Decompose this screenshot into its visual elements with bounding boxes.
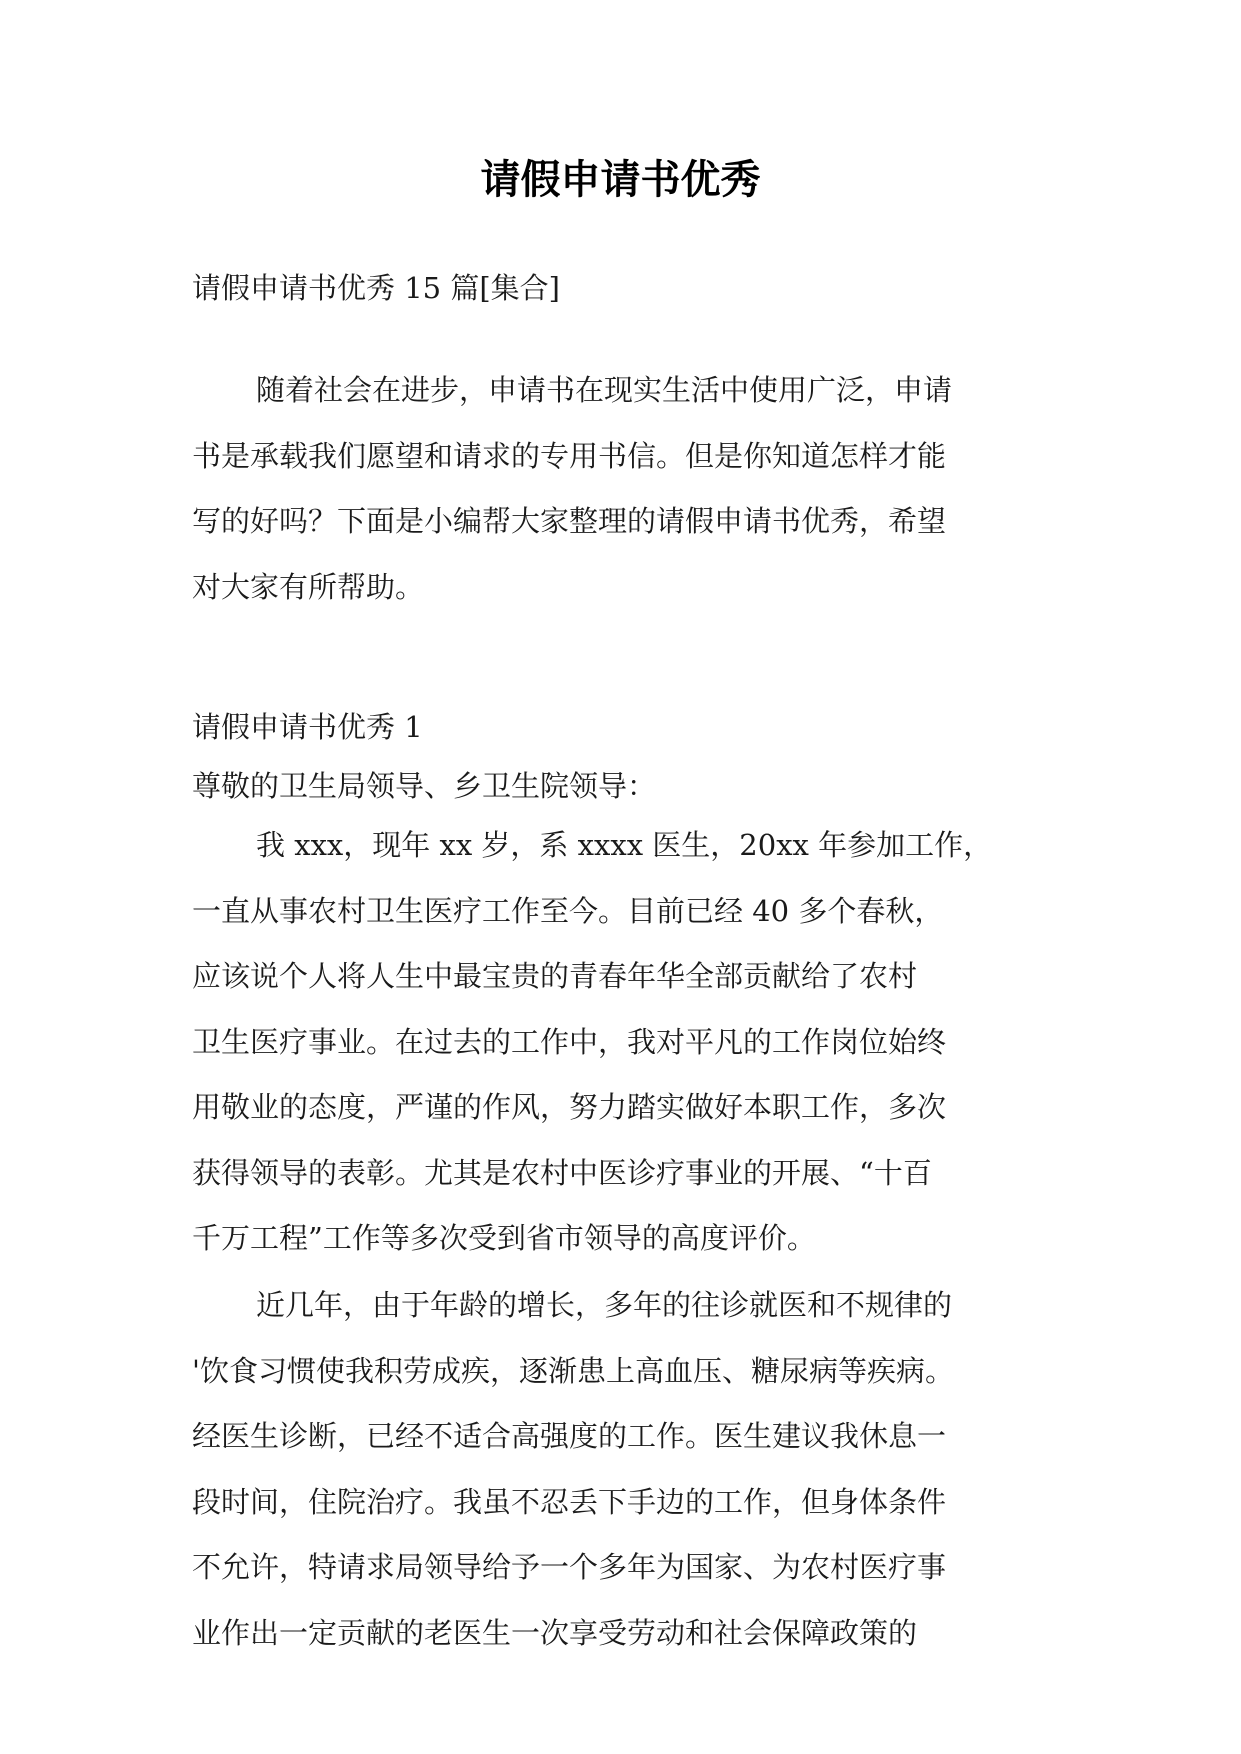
section-heading: 请假申请书优秀 1 bbox=[192, 710, 423, 744]
text-line: 写的好吗？下面是小编帮大家整理的请假申请书优秀，希望 bbox=[192, 504, 947, 538]
text-line: 我 xxx，现年 xx 岁，系 xxxx 医生，20xx 年参加工作， bbox=[256, 828, 993, 862]
body-paragraph-2 bbox=[192, 1285, 1072, 1678]
body-paragraph-1 bbox=[192, 825, 1072, 1284]
text-line: 千万工程”工作等多次受到省市领导的高度评价。 bbox=[192, 1221, 816, 1255]
salutation: 尊敬的卫生局领导、乡卫生院领导： bbox=[192, 769, 657, 803]
document-title: 请假申请书优秀 bbox=[480, 157, 761, 203]
text-line: 书是承载我们愿望和请求的专用书信。但是你知道怎样才能 bbox=[192, 438, 947, 473]
text-line: 经医生诊断，已经不适合高强度的工作。医生建议我休息一 bbox=[192, 1419, 947, 1453]
text-line: 段时间，住院治疗。我虽不忍丢下手边的工作，但身体条件 bbox=[192, 1484, 947, 1519]
text-line: 应该说个人将人生中最宝贵的青春年华全部贡献给了农村 bbox=[192, 959, 918, 993]
text-line: '饮食习惯使我积劳成疾，逐渐患上高血压、糖尿病等疾病。 bbox=[192, 1353, 954, 1388]
intro-paragraph bbox=[192, 370, 1072, 632]
document-subtitle: 请假申请书优秀 15 篇[集合] bbox=[192, 271, 560, 305]
text-line: 随着社会在进步，申请书在现实生活中使用广泛，申请 bbox=[256, 373, 953, 407]
text-line: 业作出一定贡献的老医生一次享受劳动和社会保障政策的 bbox=[192, 1615, 918, 1650]
text-line: 一直从事农村卫生医疗工作至今。目前已经 40 多个春秋， bbox=[192, 893, 944, 928]
text-line: 近几年，由于年龄的增长，多年的往诊就医和不规律的 bbox=[256, 1288, 953, 1322]
text-line: 用敬业的态度，严谨的作风，努力踏实做好本职工作，多次 bbox=[192, 1090, 947, 1124]
text-line: 获得领导的表彰。尤其是农村中医诊疗事业的开展、“十百 bbox=[192, 1155, 932, 1190]
text-line: 卫生医疗事业。在过去的工作中，我对平凡的工作岗位始终 bbox=[192, 1024, 947, 1059]
text-line: 对大家有所帮助。 bbox=[192, 569, 425, 604]
text-line: 不允许，特请求局领导给予一个多年为国家、为农村医疗事 bbox=[192, 1550, 947, 1584]
